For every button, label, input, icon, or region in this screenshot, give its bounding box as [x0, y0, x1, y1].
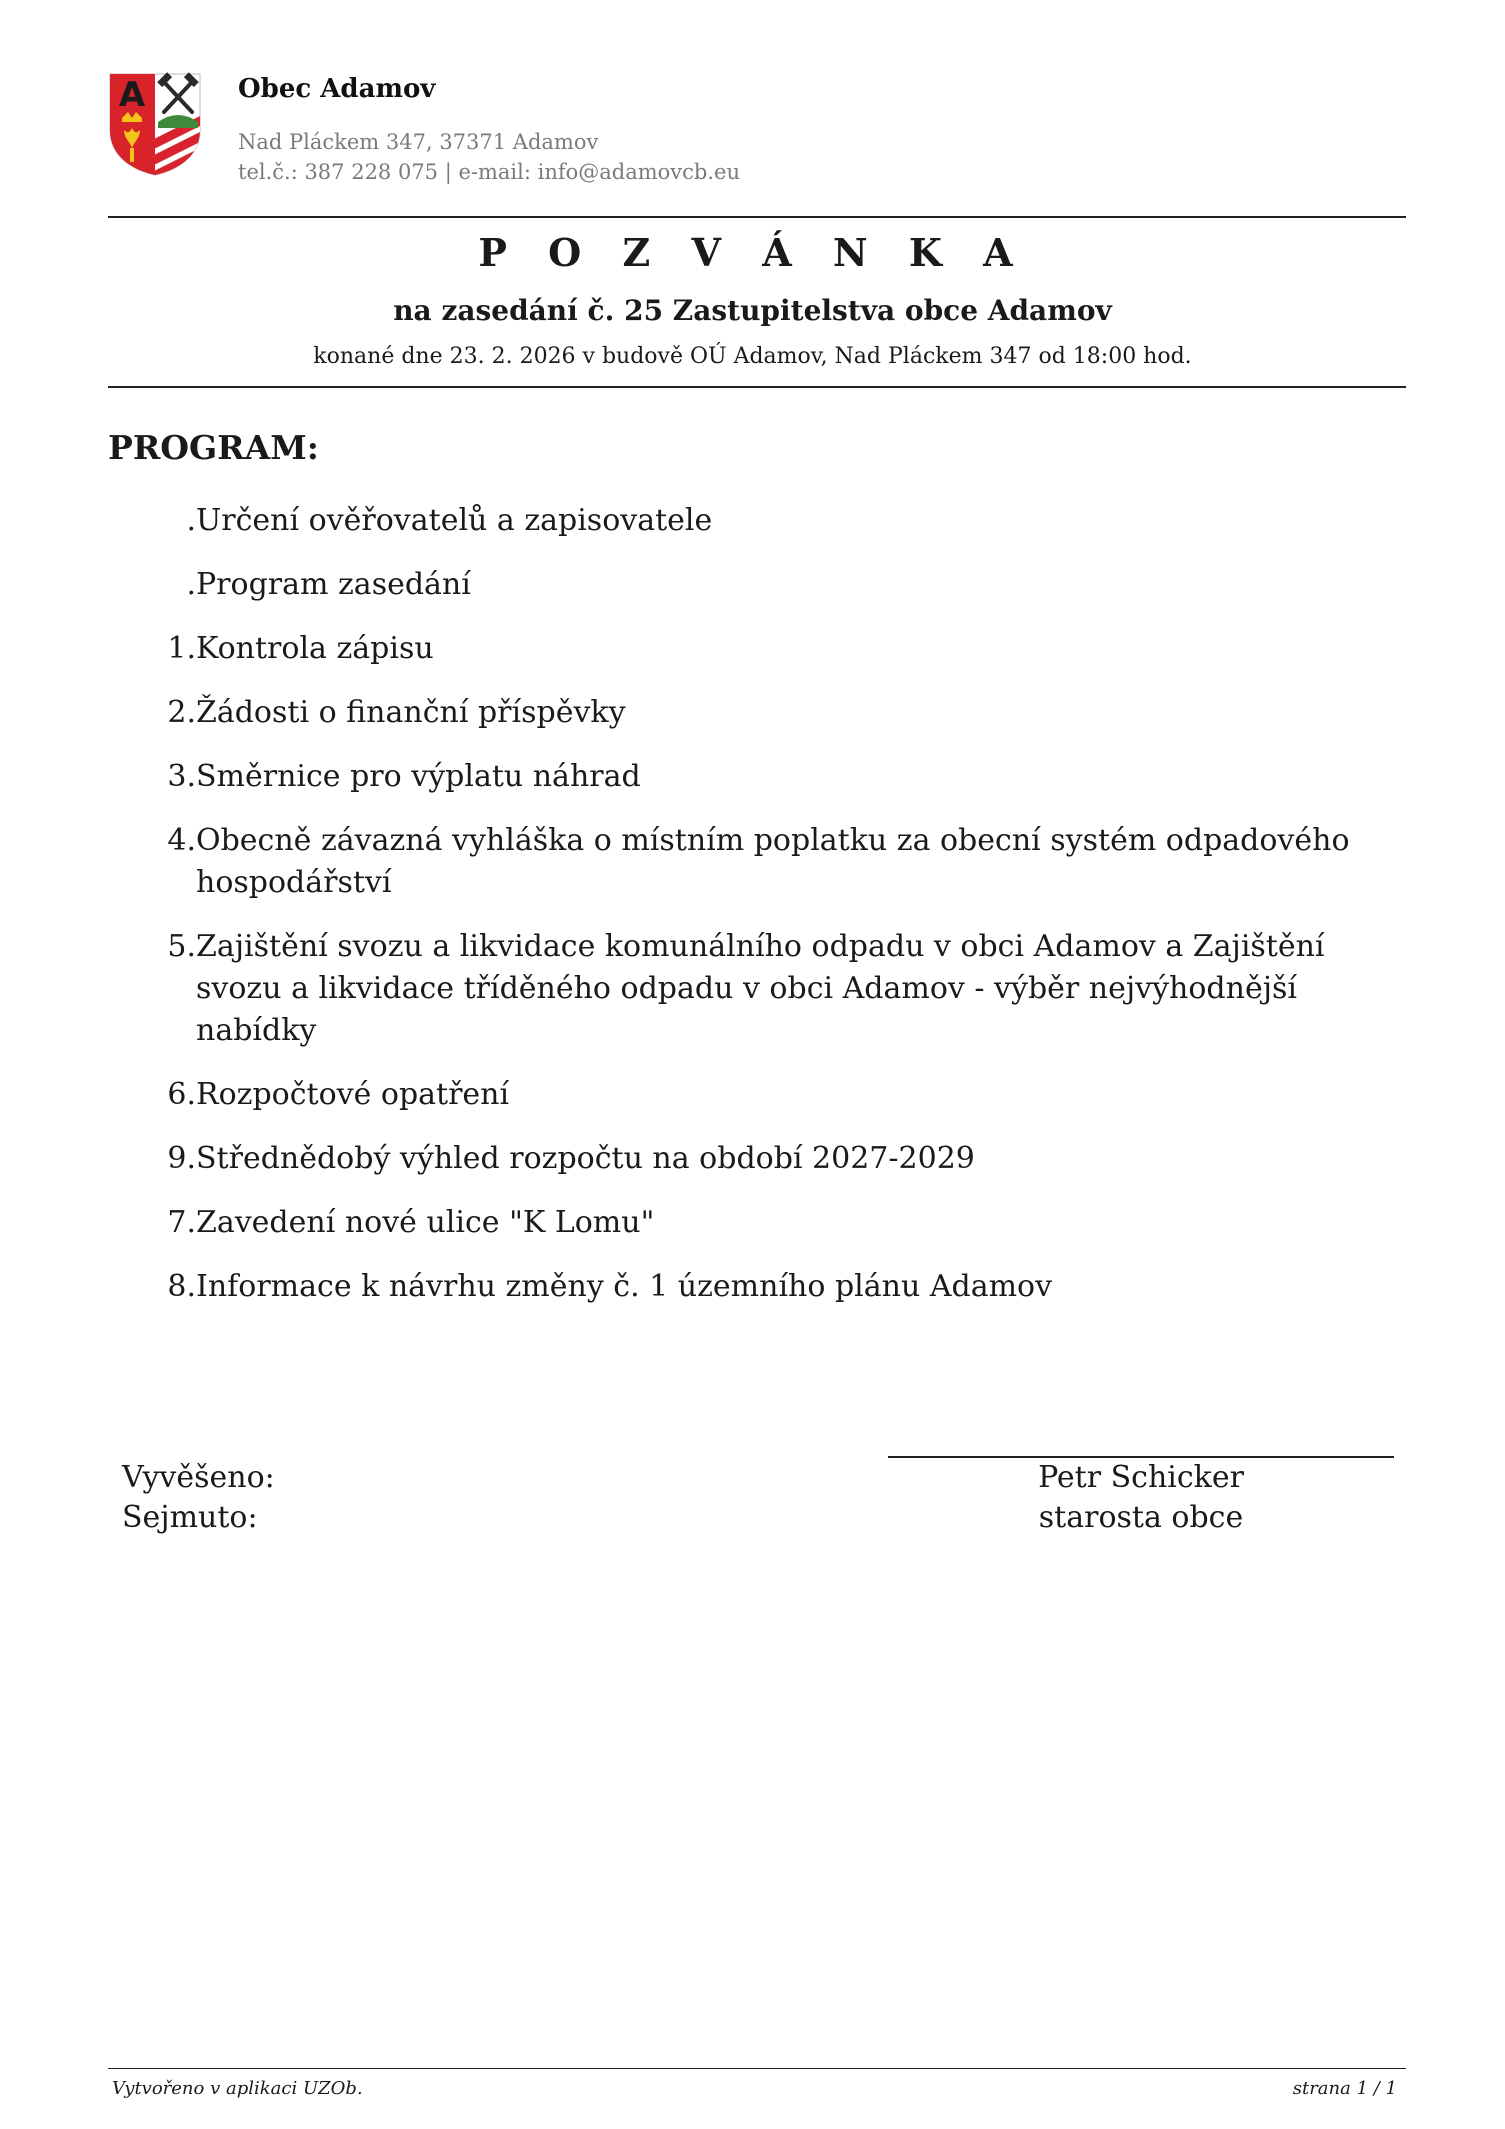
agenda-item-text: Rozpočtové opatření — [196, 1077, 510, 1112]
agenda-item — [150, 1202, 1390, 1244]
agenda-item-number: . — [186, 503, 196, 538]
signature-block — [888, 1458, 1394, 1538]
signatory-name: Petr Schicker — [1038, 1460, 1244, 1495]
svg-text:A: A — [118, 75, 146, 115]
agenda-item-number: 4. — [167, 823, 196, 858]
document-title: P O Z V Á N K A — [478, 230, 1027, 275]
signatory-role: starosta obce — [1038, 1500, 1244, 1535]
agenda-item-text: Žádosti o finanční příspěvky — [196, 695, 626, 730]
agenda-item — [150, 756, 1390, 798]
org-name: Obec Adamov — [238, 74, 436, 104]
coat-of-arms-icon — [108, 72, 202, 176]
agenda-item-text: Obecně závazná vyhláška o místním poplatku za obecní systém odpadového hospodářství — [196, 823, 1350, 900]
org-address: Nad Pláckem 347, 37371 Adamov — [238, 130, 599, 154]
agenda-item-text: Informace k návrhu změny č. 1 územního plánu Adamov — [196, 1269, 1053, 1304]
agenda-item-text: Určení ověřovatelů a zapisovatele — [196, 503, 713, 538]
agenda-item-number: . — [186, 567, 196, 602]
agenda-item-text: Program zasedání — [196, 567, 471, 602]
agenda-item-text: Směrnice pro výplatu náhrad — [196, 759, 641, 794]
agenda-item-text: Zajištění svozu a likvidace komunálního odpadu v obci Adamov a Zajištění svozu a likvidace tříděného odpadu v obci Adamov - výběr nejvýhodnější nabídky — [196, 929, 1325, 1048]
agenda-item-text: Zavedení nové ulice "K Lomu" — [196, 1205, 655, 1240]
agenda-item — [150, 628, 1390, 670]
footer-created-note: Vytvořeno v aplikaci UZOb. — [112, 2078, 363, 2099]
title-divider — [108, 386, 1406, 388]
agenda-list — [150, 500, 1390, 1330]
agenda-item — [150, 500, 1390, 542]
agenda-item — [150, 1138, 1390, 1180]
agenda-item — [150, 1266, 1390, 1308]
program-heading: PROGRAM: — [108, 428, 319, 467]
agenda-item-text: Střednědobý výhled rozpočtu na období 2027-2029 — [196, 1141, 975, 1176]
agenda-item-number: 3. — [167, 759, 196, 794]
agenda-item-number: 5. — [167, 929, 196, 964]
footer-divider — [108, 2068, 1406, 2069]
agenda-item-number: 8. — [167, 1269, 196, 1304]
agenda-item — [150, 1074, 1390, 1116]
agenda-item — [150, 564, 1390, 606]
agenda-item — [150, 926, 1390, 1052]
header-divider — [108, 216, 1406, 218]
agenda-item-number: 2. — [167, 695, 196, 730]
agenda-item-text: Kontrola zápisu — [196, 631, 434, 666]
agenda-item-number: 6. — [167, 1077, 196, 1112]
org-contact: tel.č.: 387 228 075 | e-mail: info@adamovcb.eu — [238, 160, 741, 184]
agenda-item-number: 1. — [167, 631, 196, 666]
agenda-item-number: 9. — [167, 1141, 196, 1176]
footer-page-number: strana 1 / 1 — [1292, 2078, 1397, 2099]
meeting-info: konané dne 23. 2. 2026 v budově OÚ Adamov, Nad Pláckem 347 od 18:00 hod. — [313, 344, 1192, 369]
agenda-item — [150, 692, 1390, 734]
posted-label: Vyvěšeno: — [122, 1460, 275, 1495]
document-subtitle: na zasedání č. 25 Zastupitelstva obce Adamov — [393, 294, 1112, 327]
agenda-item-number: 7. — [167, 1205, 196, 1240]
removed-label: Sejmuto: — [122, 1500, 258, 1535]
agenda-item — [150, 820, 1390, 904]
posting-labels — [122, 1458, 275, 1538]
